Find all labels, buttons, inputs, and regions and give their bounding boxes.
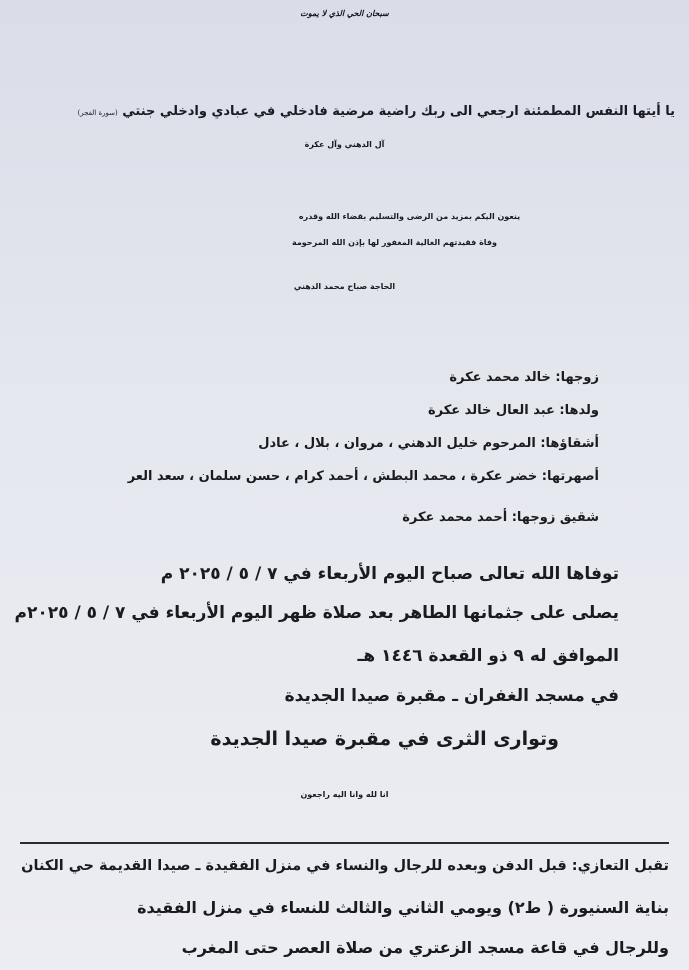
deceased-name: الحاجة صباح محمد الدهني bbox=[293, 282, 396, 291]
condolences-line-3: وللرجال في قاعة مسجد الزعتري من صلاة العصر حتى المغرب bbox=[181, 938, 669, 957]
condolences-line-2: بناية السنيورة ( ط٢) ويومي الثاني والثالث للنساء في منزل الفقيدة bbox=[137, 898, 669, 917]
quran-phrase: انا لله وانا اليه راجعون bbox=[300, 790, 389, 799]
funeral-prayer: يصلى على جثمانها الطاهر بعد صلاة ظهر اليوم الأربعاء في ٧ / ٥ / ٢٠٢٥م bbox=[14, 603, 619, 623]
header-calligraphy: سبحان الحي الذي لا يموت bbox=[300, 8, 389, 18]
verse-reference: (سورة الفجر) bbox=[77, 109, 118, 117]
relative-son: ولدها: عبد العال خالد عكرة bbox=[427, 403, 599, 418]
relative-in-laws: أصهرتها: خضر عكرة ، محمد البطش ، أحمد كرام ، حسن سلمان ، سعد العر bbox=[127, 469, 599, 484]
relative-siblings: أشقاؤها: المرحوم خليل الدهني ، مروان ، بلال ، عادل bbox=[258, 436, 599, 451]
mourning-line-1: ينعون اليكم بمزيد من الرضى والتسليم بقضاء الله وقدره bbox=[298, 212, 521, 221]
quran-verse bbox=[12, 104, 675, 119]
relative-brother-in-law: شقيق زوجها: أحمد محمد عكرة bbox=[402, 510, 599, 525]
condolences-line-1: تقبل التعازي: قبل الدفن وبعده للرجال والنساء في منزل الفقيدة ـ صيدا القديمة حي الكنان bbox=[21, 858, 669, 874]
death-date: توفاها الله تعالى صباح اليوم الأربعاء في ٧ / ٥ / ٢٠٢٥ م bbox=[160, 564, 619, 584]
families-heading: آل الدهني وآل عكرة bbox=[304, 140, 385, 149]
hijri-date: الموافق له ٩ ذو القعدة ١٤٤٦ هـ bbox=[357, 646, 619, 666]
verse-text: يا أيتها النفس المطمئنة ارجعي الى ربك راضية مرضية فادخلي في عبادي وادخلي جنتي bbox=[122, 104, 675, 119]
mourning-line-2: وفاة فقيدتهم الغالية المغفور لها بإذن الله المرحومة bbox=[291, 238, 498, 247]
relative-husband: زوجها: خالد محمد عكرة bbox=[449, 370, 599, 385]
burial-location: وتوارى الثرى في مقبرة صيدا الجديدة bbox=[210, 728, 559, 750]
divider bbox=[20, 842, 669, 844]
mosque-location: في مسجد الغفران ـ مقبرة صيدا الجديدة bbox=[284, 686, 619, 706]
